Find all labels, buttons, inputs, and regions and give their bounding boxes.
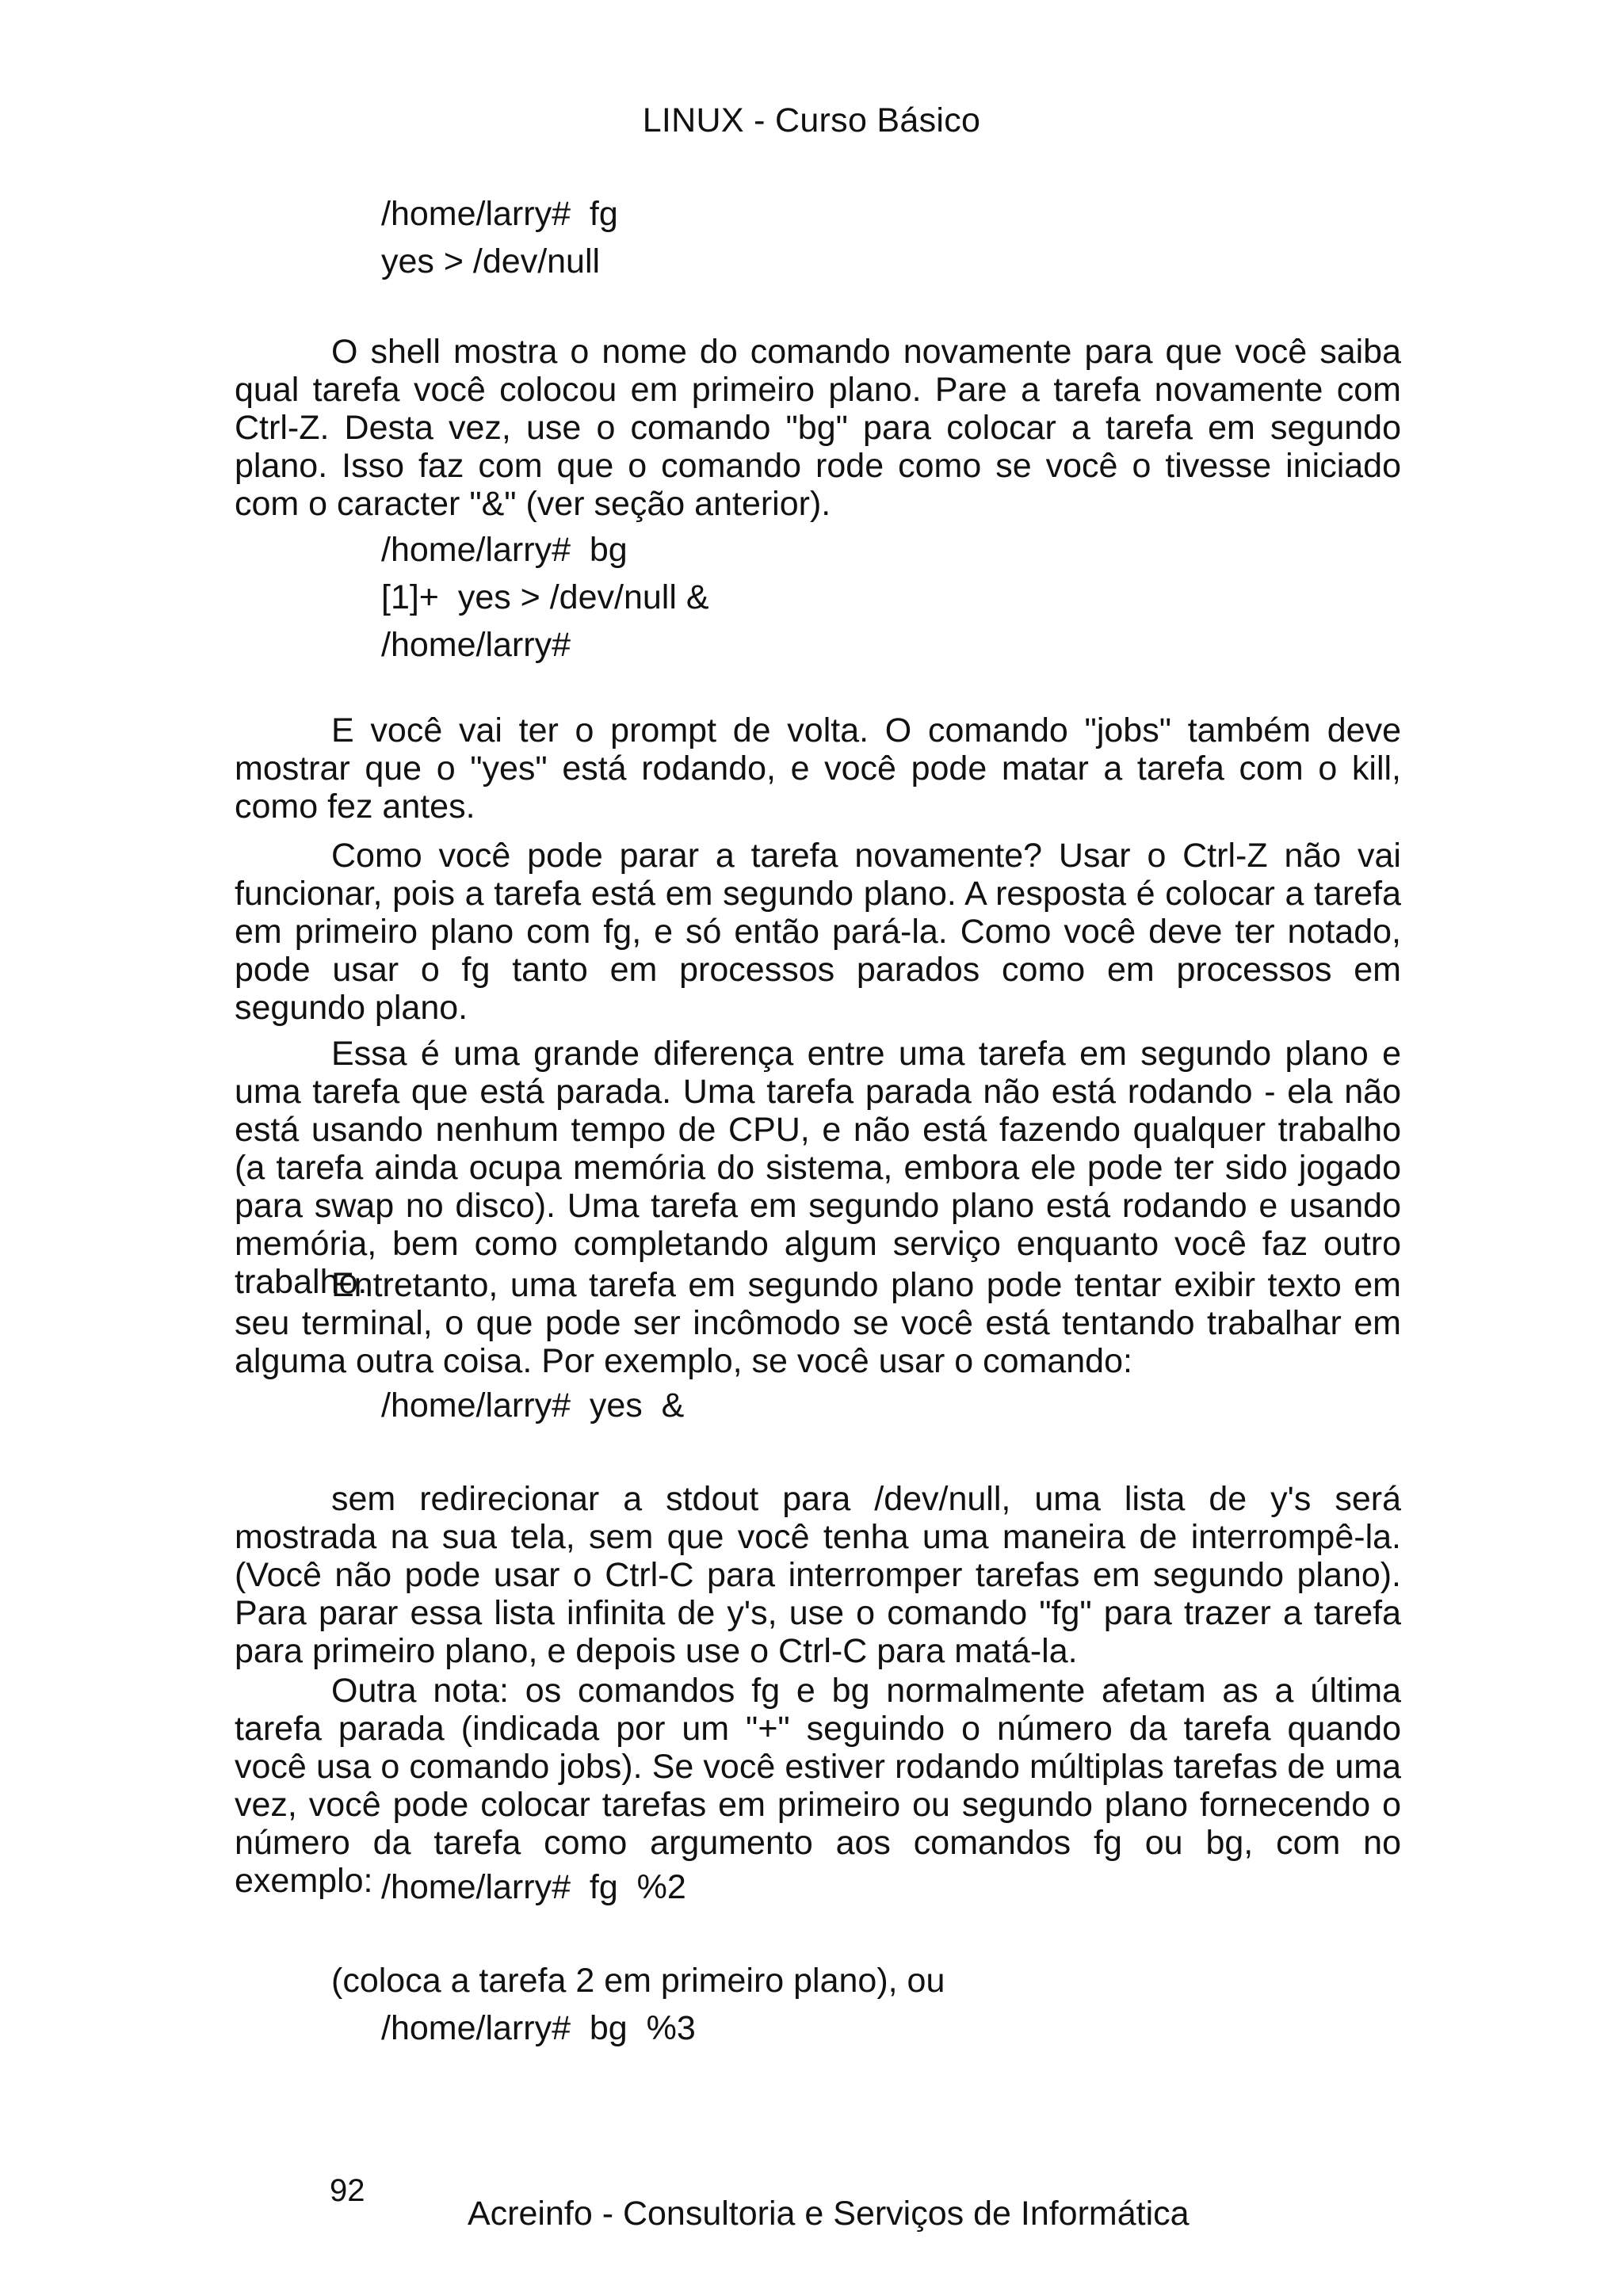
paragraph-without-redirect <box>235 1480 1401 1670</box>
command-block-fg <box>235 190 1401 285</box>
note-text: (coloca a tarefa 2 em primeiro plano), ou <box>331 1962 945 2000</box>
page-footer: Acreinfo - Consultoria e Serviços de Informática <box>468 2195 1190 2233</box>
command-line: /home/larry# fg <box>381 195 618 233</box>
command-prompt: /home/larry# <box>381 626 571 664</box>
command-block-bg <box>235 526 1401 669</box>
paragraph: sem redirecionar a stdout para /dev/null, uma lista de y's será mostrada na sua tela, sem que você tenha uma maneira de interrompê-la. (Você não pode usar o Ctrl-C para interromper tarefas em segundo plano). Para parar essa lista infinita de y's, use o comando "fg" para trazer a tarefa para primeiro plano, e depois use o Ctrl-C para matá-la. <box>235 1480 1401 1670</box>
paragraph: E você vai ter o prompt de volta. O comando "jobs" também deve mostrar que o "yes" está rodando, e você pode matar a tarefa com o kill, como fez antes. <box>235 711 1401 826</box>
command-block-fg2 <box>235 1863 1401 1911</box>
paragraph: Essa é uma grande diferença entre uma tarefa em segundo plano e uma tarefa que está parada. Uma tarefa parada não está rodando - ela não está usando nenhum tempo de CPU, e não está fazendo qualquer trabalho (a tarefa ainda ocupa memória do sistema, embora ele pode ter sido jogado para swap no disco). Uma tarefa em segundo plano está rodando e usando memória, bem como completando algum serviço enquanto você faz outro trabalho. <box>235 1035 1401 1301</box>
command-block-yes <box>235 1382 1401 1429</box>
page-number: 92 <box>330 2173 365 2208</box>
command-block-bg3 <box>235 2004 1401 2052</box>
paragraph-stop-again <box>235 837 1401 1027</box>
paragraph: Outra nota: os comandos fg e bg normalmente afetam as a última tarefa parada (indicada por um "+" seguindo o número da tarefa quando você usa o comando jobs). Se você estiver rodando múltiplas tarefas de uma vez, você pode colocar tarefas em primeiro ou segundo plano fornecendo o número da tarefa como argumento aos comandos fg ou bg, com no exemplo: <box>235 1672 1401 1900</box>
command-output: [1]+ yes > /dev/null & <box>381 578 709 616</box>
paragraph-prompt-back <box>235 711 1401 826</box>
command-output: yes > /dev/null <box>381 242 601 280</box>
command-line: /home/larry# bg %3 <box>381 2009 696 2047</box>
command-line: /home/larry# fg %2 <box>381 1868 686 1906</box>
command-line: /home/larry# bg <box>381 531 628 569</box>
paragraph-difference <box>235 1035 1401 1301</box>
paragraph-however <box>235 1266 1401 1380</box>
page-header: LINUX - Curso Básico <box>642 101 981 139</box>
paragraph: O shell mostra o nome do comando novamente para que você saiba qual tarefa você colocou em primeiro plano. Pare a tarefa novamente com Ctrl-Z. Desta vez, use o comando "bg" para colocar a tarefa em segundo plano. Isso faz com que o comando rode como se você o tivesse iniciado com o caracter "&" (ver seção anterior). <box>235 333 1401 523</box>
paragraph-shell-shows-name <box>235 333 1401 523</box>
paragraph: Como você pode parar a tarefa novamente? Usar o Ctrl-Z não vai funcionar, pois a tarefa está em segundo plano. A resposta é colocar a tarefa em primeiro plano com fg, e só então pará-la. Como você deve ter notado, pode usar o fg tanto em processos parados como em processos em segundo plano. <box>235 837 1401 1027</box>
paragraph: Entretanto, uma tarefa em segundo plano pode tentar exibir texto em seu terminal, o que pode ser incômodo se você está tentando trabalhar em alguma outra coisa. Por exemplo, se você usar o comando: <box>235 1266 1401 1380</box>
note-fg2 <box>235 1962 1401 2000</box>
command-line: /home/larry# yes & <box>381 1386 685 1425</box>
